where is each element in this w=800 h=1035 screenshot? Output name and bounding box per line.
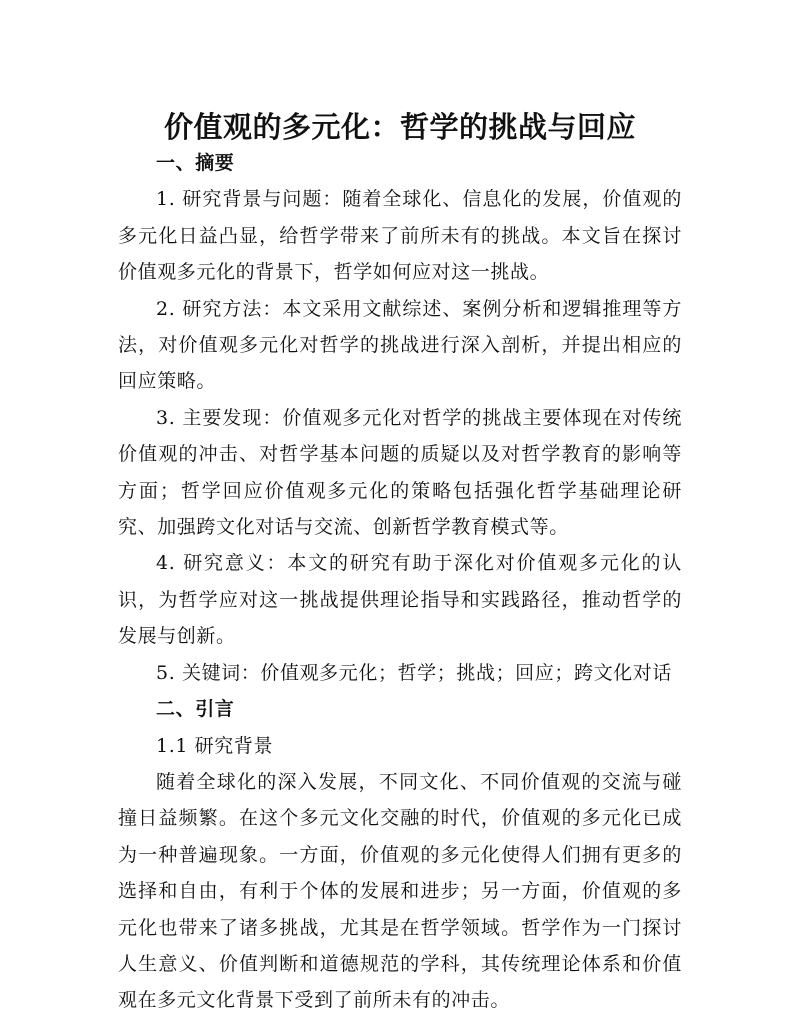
document-body — [118, 145, 682, 1019]
subsection-heading-background: 1.1 研究背景 — [156, 734, 274, 757]
section-heading-abstract: 一、摘要 — [156, 152, 235, 174]
abstract-paragraph-significance: 4. 研究意义：本文的研究有助于深化对价值观多元化的认识，为哲学应对这一挑战提供理论指导和实践路径，推动哲学的发展与创新。 — [118, 552, 682, 648]
abstract-paragraph-method: 2. 研究方法：本文采用文献综述、案例分析和逻辑推理等方法，对价值观多元化对哲学的挑战进行深入剖析，并提出相应的回应策略。 — [118, 297, 682, 393]
section-heading-introduction: 二、引言 — [156, 698, 235, 721]
abstract-paragraph-background: 1. 研究背景与问题：随着全球化、信息化的发展，价值观的多元化日益凸显，给哲学带来了前所未有的挑战。本文旨在探讨价值观多元化的背景下，哲学如何应对这一挑战。 — [118, 188, 682, 284]
abstract-paragraph-keywords: 5. 关键词：价值观多元化；哲学；挑战；回应；跨文化对话 — [156, 661, 672, 684]
document-title: 价值观的多元化：哲学的挑战与回应 — [163, 110, 636, 145]
abstract-paragraph-findings: 3. 主要发现：价值观多元化对哲学的挑战主要体现在对传统价值观的冲击、对哲学基本问题的质疑以及对哲学教育的影响等方面；哲学回应价值观多元化的策略包括强化哲学基础理论研究、加强跨文化对话与交流、创新哲学教育模式等。 — [118, 406, 682, 539]
introduction-paragraph: 随着全球化的深入发展，不同文化、不同价值观的交流与碰撞日益频繁。在这个多元文化交融的时代，价值观的多元化已成为一种普遍现象。一方面，价值观的多元化使得人们拥有更多的选择和自由，有利于个体的发展和进步；另一方面，价值观的多元化也带来了诸多挑战，尤其是在哲学领域。哲学作为一门探讨人生意义、价值判断和道德规范的学科，其传统理论体系和价值观在多元文化背景下受到了前所未有的冲击。 — [118, 770, 682, 1012]
